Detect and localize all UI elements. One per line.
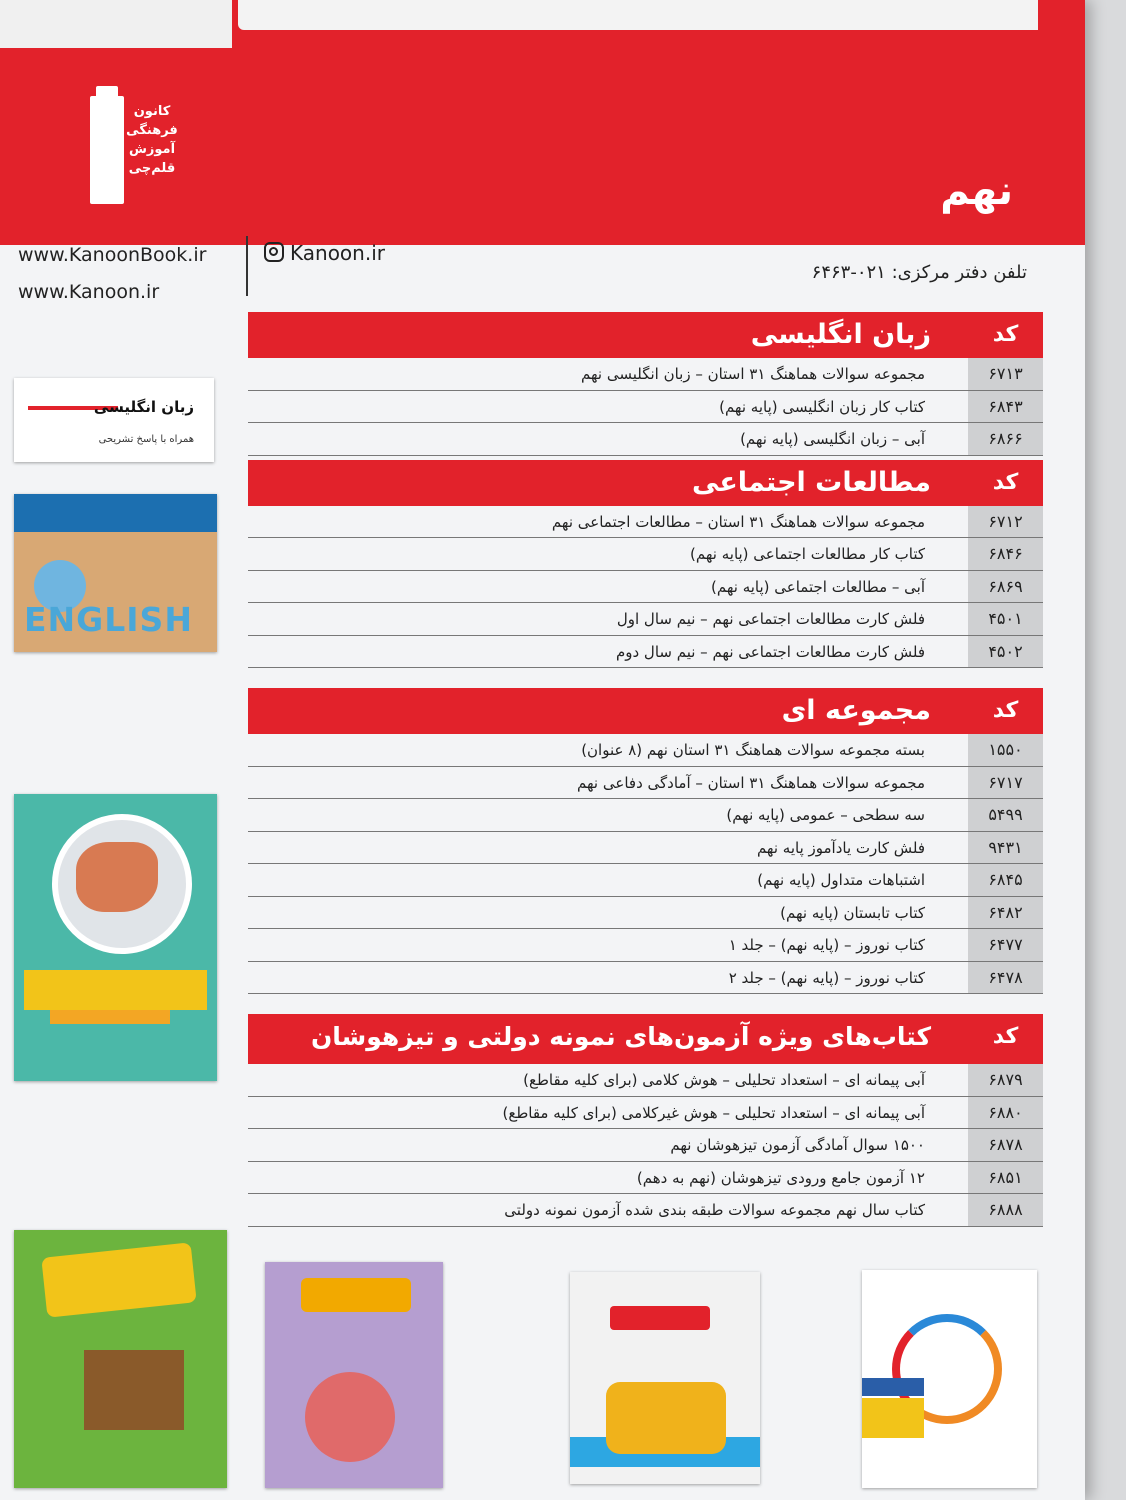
section-header — [248, 1014, 1043, 1064]
section-header — [248, 460, 1043, 506]
item-title: آبی – مطالعات اجتماعی (پایه نهم) — [711, 577, 925, 596]
item-code: ۶۷۱۲ — [968, 506, 1043, 538]
cover-title: زبان انگلیسی — [93, 398, 194, 416]
section-header — [248, 312, 1043, 358]
cover-label — [24, 970, 207, 1010]
table-row — [248, 538, 1043, 571]
logo-text — [124, 102, 180, 178]
item-code: ۶۷۱۳ — [968, 358, 1043, 390]
item-title: بسته مجموعه سوالات هماهنگ ۳۱ استان نهم (۸ عنوان) — [581, 741, 925, 759]
cover-illustration — [305, 1372, 395, 1462]
section-title: کتاب‌های ویژه آزمون‌های نمونه دولتی و تیزهوشان — [310, 1022, 931, 1051]
english-blue-cover — [14, 494, 217, 652]
table-row — [248, 1064, 1043, 1097]
grade-title: نهم — [940, 168, 1013, 214]
item-title: آبی پیمانه ای – استعداد تحلیلی – هوش کلامی (برای کلیه مقاطع) — [523, 1071, 925, 1089]
table-row — [248, 929, 1043, 962]
header-tab-left — [0, 0, 232, 48]
math-collection-cover — [14, 794, 217, 1081]
section-collection — [248, 688, 1043, 994]
table-row — [248, 897, 1043, 930]
table-row — [248, 636, 1043, 669]
logo-figure — [90, 96, 124, 204]
table-row — [248, 962, 1043, 995]
table-row — [248, 391, 1043, 424]
cover-title-plate — [301, 1278, 411, 1312]
item-code: ۶۸۷۸ — [968, 1129, 1043, 1161]
item-code: ۶۸۴۳ — [968, 391, 1043, 423]
section-english — [248, 312, 1043, 456]
item-title: فلش کارت یادآموز پایه نهم — [756, 838, 925, 857]
item-code: ۴۵۰۲ — [968, 636, 1043, 668]
section-gifted-exams — [248, 1014, 1043, 1227]
item-title: اشتباهات متداول (پایه نهم) — [757, 871, 925, 889]
section-header — [248, 688, 1043, 734]
item-title: کتاب نوروز – (پایه نهم) – جلد ۲ — [728, 968, 925, 987]
item-title: سه سطحی – عمومی (پایه نهم) — [726, 806, 925, 824]
table-row — [248, 734, 1043, 767]
item-code: ۶۴۷۷ — [968, 929, 1043, 961]
table-row — [248, 1097, 1043, 1130]
common-mistakes-cover — [14, 1230, 227, 1488]
table-row — [248, 832, 1043, 865]
instagram-handle[interactable]: Kanoon.ir — [290, 241, 385, 265]
table-row — [248, 358, 1043, 391]
three-level-science-cover — [862, 1270, 1037, 1488]
item-title: آبی – زبان انگلیسی (پایه نهم) — [740, 430, 925, 448]
section-title: زبان انگلیسی — [750, 319, 931, 350]
section-title: مجموعه ای — [781, 695, 931, 726]
table-row — [248, 1194, 1043, 1227]
item-code: ۶۸۶۹ — [968, 571, 1043, 603]
website-book-link[interactable]: www.KanoonBook.ir — [18, 244, 207, 266]
item-code: ۶۸۸۸ — [968, 1194, 1043, 1226]
item-code: ۹۴۳۱ — [968, 832, 1043, 864]
table-row — [248, 506, 1043, 539]
item-title: مجموعه سوالات هماهنگ ۳۱ استان – مطالعات اجتماعی نهم — [551, 512, 925, 531]
item-title: کتاب کار مطالعات اجتماعی (پایه نهم) — [690, 545, 925, 563]
logo-line-3: آموزش — [128, 142, 176, 157]
contact-divider — [246, 236, 248, 296]
phone-number: تلفن دفتر مرکزی: ۰۲۱-۶۴۶۳ — [811, 262, 1027, 283]
item-code: ۴۵۰۱ — [968, 603, 1043, 635]
logo-line-2: فرهنگی — [126, 123, 178, 138]
item-code: ۶۸۶۶ — [968, 423, 1043, 455]
item-code: ۶۸۴۵ — [968, 864, 1043, 896]
instagram-icon — [264, 242, 284, 262]
item-code: ۶۸۴۶ — [968, 538, 1043, 570]
item-code: ۶۴۷۸ — [968, 962, 1043, 994]
item-code: ۶۸۵۱ — [968, 1162, 1043, 1194]
table-row — [248, 864, 1043, 897]
cover-title-plate — [41, 1242, 196, 1317]
nowruz-book-cover — [265, 1262, 443, 1488]
item-title: کتاب سال نهم مجموعه سوالات طبقه بندی شده آزمون نمونه دولتی — [504, 1201, 925, 1219]
bus-illustration-icon — [606, 1382, 726, 1454]
item-title: کتاب نوروز – (پایه نهم) – جلد ۱ — [728, 936, 925, 954]
item-title: مجموعه سوالات هماهنگ ۳۱ استان – آمادگی دفاعی نهم — [577, 773, 925, 792]
logo-line-4: قلم‌چی — [128, 161, 176, 176]
code-column-header: کد — [992, 322, 1019, 347]
item-title: ۱۲ آزمون جامع ورودی تیزهوشان (نهم به دهم) — [636, 1168, 925, 1187]
cover-bar-graphic — [862, 1378, 924, 1396]
item-code: ۶۸۷۹ — [968, 1064, 1043, 1096]
header-tab — [238, 0, 1038, 30]
code-column-header: کد — [992, 469, 1019, 495]
table-row — [248, 423, 1043, 456]
table-row — [248, 571, 1043, 604]
website-link[interactable]: www.Kanoon.ir — [18, 281, 160, 303]
table-row — [248, 603, 1043, 636]
section-social-studies — [248, 460, 1043, 669]
logo-line-1: کانون — [133, 104, 171, 119]
item-title: آبی پیمانه ای – استعداد تحلیلی – هوش غیرکلامی (برای کلیه مقاطع) — [502, 1103, 925, 1122]
english-workbook-cover — [14, 378, 214, 462]
item-code: ۵۴۹۹ — [968, 799, 1043, 831]
code-column-header: کد — [992, 1024, 1019, 1049]
catalog-table — [248, 312, 1043, 1227]
kanoon-logo-icon — [90, 88, 180, 208]
section-title: مطالعات اجتماعی — [692, 466, 931, 498]
table-row — [248, 799, 1043, 832]
item-code: ۶۴۸۲ — [968, 897, 1043, 929]
item-title: مجموعه سوالات هماهنگ ۳۱ استان – زبان انگلیسی نهم — [580, 365, 925, 383]
cover-bar-graphic — [862, 1398, 924, 1438]
summer-book-cover — [570, 1272, 760, 1484]
table-row — [248, 1162, 1043, 1195]
cover-word: ENGLISH — [24, 600, 193, 639]
item-title: ۱۵۰۰ سوال آمادگی آزمون تیزهوشان نهم — [670, 1136, 925, 1154]
item-title: کتاب کار زبان انگلیسی (پایه نهم) — [719, 397, 925, 416]
code-column-header: کد — [992, 698, 1019, 723]
iran-map-icon — [76, 842, 158, 912]
cover-topbar — [14, 494, 217, 532]
item-code: ۶۸۸۰ — [968, 1097, 1043, 1129]
item-code: ۶۷۱۷ — [968, 767, 1043, 799]
cover-board-illustration — [84, 1350, 184, 1430]
cover-title-plate — [610, 1306, 710, 1330]
cover-subtitle: همراه با پاسخ تشریحی — [98, 434, 194, 445]
item-code: ۱۵۵۰ — [968, 734, 1043, 766]
table-row — [248, 1129, 1043, 1162]
table-row — [248, 767, 1043, 800]
item-title: فلش کارت مطالعات اجتماعی نهم – نیم سال دوم — [615, 642, 925, 661]
cover-label-secondary — [50, 1010, 170, 1024]
item-title: کتاب تابستان (پایه نهم) — [780, 903, 925, 922]
item-title: فلش کارت مطالعات اجتماعی نهم – نیم سال اول — [616, 610, 925, 628]
